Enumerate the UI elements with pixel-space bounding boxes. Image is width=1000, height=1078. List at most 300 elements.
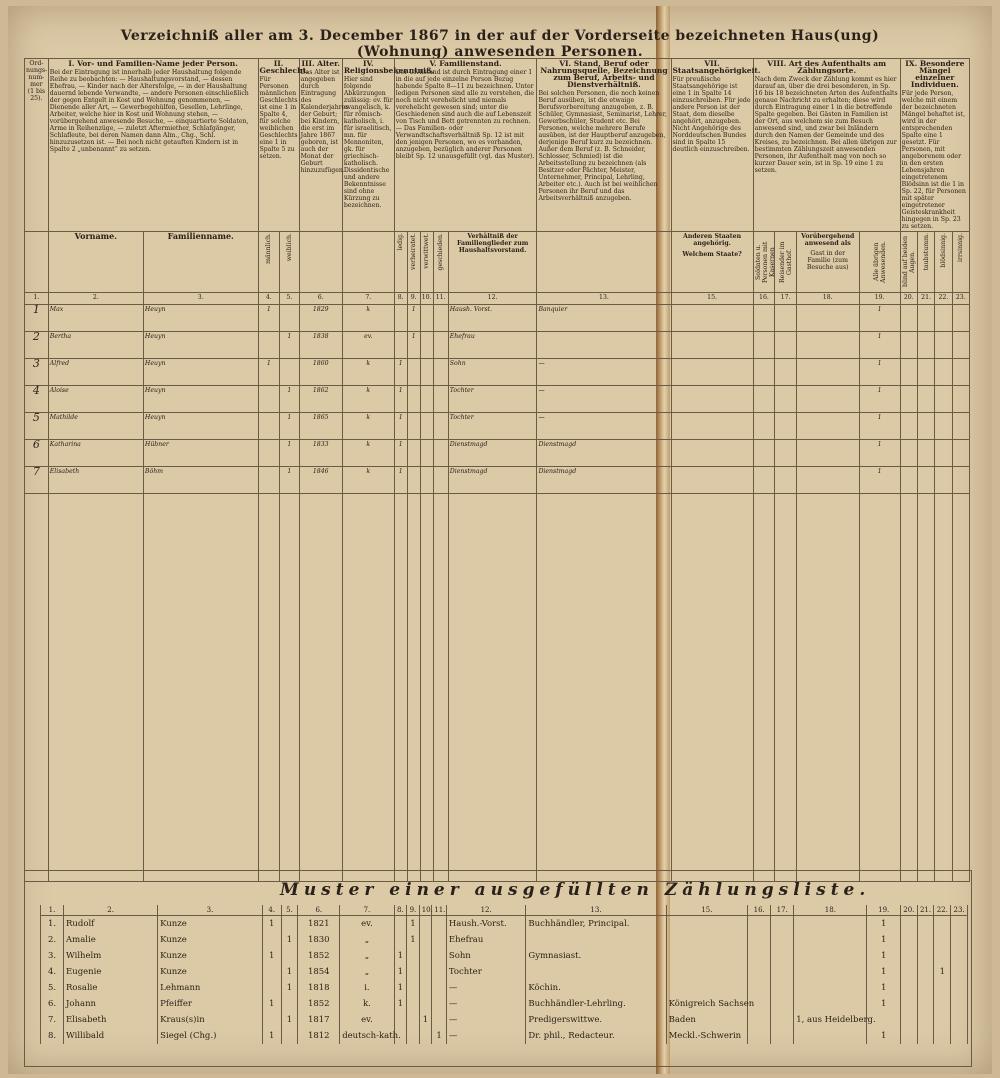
sample-n: 4. bbox=[41, 964, 64, 980]
column-number: 10. bbox=[420, 293, 433, 305]
sample-alle: 1 bbox=[867, 948, 900, 964]
sample-rel: deutsch-kath. bbox=[340, 1028, 394, 1044]
sample-column-number: 3. bbox=[158, 905, 263, 916]
entry-vor: Mathilde bbox=[48, 413, 143, 440]
header-beruf-title: VI. Stand, Beruf oder Nahrungsquelle, Bezeichnung zum Beruf, Arbeits- und Dienstverhältniß. bbox=[540, 59, 668, 89]
sample-title: Muster einer ausgefüllten Zählungsliste. bbox=[280, 880, 871, 900]
column-number: 1. bbox=[25, 293, 49, 305]
sample-column-number: 13. bbox=[526, 905, 666, 916]
entry-fam: Böhm bbox=[143, 467, 258, 494]
entry-rel: k bbox=[342, 467, 394, 494]
sample-led: 1 bbox=[394, 980, 407, 996]
sample-verhaeltnis: Tochter bbox=[446, 964, 526, 980]
sample-verhaeltnis: Ehefrau bbox=[446, 932, 526, 948]
sample-led bbox=[394, 916, 407, 933]
sample-gs bbox=[432, 932, 447, 948]
subheader-blind: blind auf beiden Augen. bbox=[901, 236, 916, 288]
header-geschlecht-title: II. Geschlecht. bbox=[259, 59, 309, 75]
column-number: 3. bbox=[143, 293, 258, 305]
header-maengel-title: IX. Besondere Mängel einzelner Individuen. bbox=[905, 59, 965, 89]
sample-staat bbox=[666, 916, 748, 933]
subheader-maennlich: männlich. bbox=[265, 233, 273, 264]
entry-rel: ev. bbox=[342, 332, 394, 359]
entry-beruf: Dienstmagd bbox=[537, 440, 671, 467]
sample-gs bbox=[432, 948, 447, 964]
sample-fam: Kunze bbox=[158, 964, 263, 980]
sample-verh bbox=[407, 996, 420, 1012]
sample-column-number: 15. bbox=[666, 905, 748, 916]
sample-beruf: Buchhändler-Lehrling. bbox=[526, 996, 666, 1012]
sample-vor: Willibald bbox=[64, 1028, 158, 1044]
subheader-vorname: Vorname. bbox=[48, 232, 143, 293]
entry-m: 1 bbox=[258, 359, 280, 386]
entry-jahr: 1833 bbox=[299, 440, 342, 467]
sample-row bbox=[41, 932, 968, 948]
column-number: 2. bbox=[48, 293, 143, 305]
entry-alle: 1 bbox=[859, 413, 900, 440]
census-entry-row bbox=[25, 359, 970, 386]
column-number: 19. bbox=[859, 293, 900, 305]
header-staat-text: Für preußische Staatsangehörige ist eine 1 in Spalte 14 einzuschreiben. Für jede andere Person ist der Staat, dem dieselbe angehört, anzugeben. Nicht Angehörige des Norddeutschen Bundes sind in Spalte 15 deutlich einzuschreiben. bbox=[672, 76, 751, 153]
header-religion bbox=[342, 59, 435, 232]
sample-row bbox=[41, 996, 968, 1012]
sample-m: 1 bbox=[262, 948, 281, 964]
sample-jahr: 1817 bbox=[298, 1012, 340, 1028]
sample-row bbox=[41, 1028, 968, 1044]
header-geschlecht-text: Für Personen männlichen Geschlechts ist eine 1 in Spalte 4, für solche weiblichen Geschlechts eine 1 in Spalte 5 zu setzen. bbox=[259, 76, 298, 160]
sample-alle: 1 bbox=[867, 1028, 900, 1044]
entry-n: 1 bbox=[25, 305, 49, 332]
entry-n: 5 bbox=[25, 413, 49, 440]
sample-verh: 1 bbox=[407, 916, 420, 933]
sample-led: 1 bbox=[394, 964, 407, 980]
column-number: 15. bbox=[671, 293, 753, 305]
sample-w: 1 bbox=[281, 964, 298, 980]
sample-column-number: 23. bbox=[951, 905, 968, 916]
entry-m bbox=[258, 413, 280, 440]
header-alter-title: III. Alter. bbox=[301, 59, 340, 68]
sample-row bbox=[41, 948, 968, 964]
sample-rel: i. bbox=[340, 980, 394, 996]
sample-n: 7. bbox=[41, 1012, 64, 1028]
entry-beruf: Dienstmagd bbox=[537, 467, 671, 494]
sample-beruf: Gymnasiast. bbox=[526, 948, 666, 964]
subheader-soldaten: Soldaten u. Personen mit Kasernen bbox=[754, 241, 776, 283]
census-entry-row bbox=[25, 386, 970, 413]
entry-vor: Max bbox=[48, 305, 143, 332]
header-religion-title: IV. Religionsbekenntniß. bbox=[343, 59, 435, 75]
entry-verh: 1 bbox=[407, 332, 420, 359]
entry-led: 1 bbox=[394, 386, 407, 413]
entry-n: 2 bbox=[25, 332, 49, 359]
blank-rows bbox=[25, 494, 970, 882]
header-aufenthalt-title: VIII. Art des Aufenthalts am Zählungsorte. bbox=[767, 59, 887, 75]
header-name-title: I. Vor- und Familien-Name jeder Person. bbox=[68, 59, 238, 68]
entry-rel: k bbox=[342, 305, 394, 332]
sample-beruf: Buchhändler, Principal. bbox=[526, 916, 666, 933]
entry-fam: Heuyn bbox=[143, 386, 258, 413]
sample-verhaeltnis: — bbox=[446, 996, 526, 1012]
sample-w: 1 bbox=[281, 932, 298, 948]
census-entry-row bbox=[25, 332, 970, 359]
entry-rel: k bbox=[342, 386, 394, 413]
sample-gs bbox=[432, 1012, 447, 1028]
entry-vor: Bertha bbox=[48, 332, 143, 359]
entry-fam: Hübner bbox=[143, 440, 258, 467]
sample-fam: Kunze bbox=[158, 948, 263, 964]
sample-table bbox=[40, 905, 968, 1044]
sample-column-number: 21. bbox=[917, 905, 934, 916]
sample-jahr: 1852 bbox=[298, 948, 340, 964]
entry-led: 1 bbox=[394, 467, 407, 494]
census-entry-row bbox=[25, 305, 970, 332]
entry-alle: 1 bbox=[859, 386, 900, 413]
sample-gast: 1, aus Heidelberg. bbox=[794, 1012, 867, 1028]
entry-w bbox=[280, 359, 299, 386]
sample-gast bbox=[794, 948, 867, 964]
entries-body bbox=[25, 305, 970, 494]
sample-column-number: 16. bbox=[748, 905, 771, 916]
sample-alle: 1 bbox=[867, 932, 900, 948]
entry-m bbox=[258, 440, 280, 467]
sample-staat bbox=[666, 948, 748, 964]
sample-vor: Elisabeth bbox=[64, 1012, 158, 1028]
entry-led bbox=[394, 332, 407, 359]
sample-column-number: 9. bbox=[407, 905, 420, 916]
sample-verhaeltnis: — bbox=[446, 980, 526, 996]
sample-verhaeltnis: — bbox=[446, 1028, 526, 1044]
header-maengel bbox=[900, 59, 969, 232]
sample-column-number: 2. bbox=[64, 905, 158, 916]
entry-beruf: — bbox=[537, 359, 671, 386]
sample-x bbox=[934, 932, 951, 948]
census-entry-row bbox=[25, 467, 970, 494]
sample-x: 1 bbox=[934, 964, 951, 980]
census-entry-row bbox=[25, 413, 970, 440]
entry-led: 1 bbox=[394, 440, 407, 467]
entry-verh bbox=[407, 467, 420, 494]
entry-jahr: 1860 bbox=[299, 359, 342, 386]
sample-jahr: 1821 bbox=[298, 916, 340, 933]
entry-w bbox=[280, 305, 299, 332]
entry-vor: Elisabeth bbox=[48, 467, 143, 494]
sample-column-number-row bbox=[41, 905, 968, 916]
entry-beruf: — bbox=[537, 413, 671, 440]
sample-w bbox=[281, 916, 298, 933]
census-table bbox=[24, 58, 970, 882]
entry-alle: 1 bbox=[859, 440, 900, 467]
sample-gs bbox=[432, 916, 447, 933]
subheader-irrsinnig: irrsinnig. bbox=[957, 233, 965, 262]
entry-led: 1 bbox=[394, 413, 407, 440]
header-beruf-text: Bei solchen Personen, die noch keinen Beruf ausüben, ist die etwaige Berufsvorbereitung anzugeben, z. B. Schüler, Gymnasiast, Seminarist, Lehrer, Gewerbschüler, Student etc. Bei Personen, welche mehrere Berufe ausüben, ist der Hauptberuf anzugeben, derjenige Beruf kurz zu bezeichnen. Außer dem Beruf (z. B. Schneider, Schlosser, Schmied) ist die Arbeitsstellung zu bezeichnen (als Besitzer oder Pächter, Meister, Unternehmer, Principal, Lehrling, Arbeiter etc.). Auch ist bei weiblichen Personen ihr Beruf und das Arbeitsverhältniß anzugeben. bbox=[538, 90, 667, 202]
entry-n: 7 bbox=[25, 467, 49, 494]
header-religion-text: Hier sind folgende Abkürzungen zulässig: ev. für evangelisch, k. für römisch-katholisch, i. für israelitisch, mn. für Mennoniten, gk. für griechisch-katholisch. Dissidentische und andere Bekenntnisse sind ohne Kürzung zu bezeichnen. bbox=[343, 76, 393, 209]
sample-gast bbox=[794, 964, 867, 980]
column-number: 18. bbox=[796, 293, 859, 305]
sample-m: 1 bbox=[262, 996, 281, 1012]
sample-column-number: 22. bbox=[934, 905, 951, 916]
sample-m: 1 bbox=[262, 916, 281, 933]
sample-column-number: 18. bbox=[794, 905, 867, 916]
sample-beruf: Dr. phil., Redacteur. bbox=[526, 1028, 666, 1044]
sample-rel: ev. bbox=[340, 916, 394, 933]
column-number: 11. bbox=[433, 293, 448, 305]
entry-verhaeltnis: Sohn bbox=[448, 359, 537, 386]
subheader-geschieden: geschieden. bbox=[437, 233, 445, 271]
entry-w: 1 bbox=[280, 467, 299, 494]
sample-staat bbox=[666, 964, 748, 980]
column-number: 22. bbox=[935, 293, 952, 305]
column-number: 12. bbox=[448, 293, 537, 305]
column-number: 13. bbox=[537, 293, 671, 305]
sample-body bbox=[41, 905, 968, 1044]
subheader-taubstumm: taubstumm. bbox=[922, 233, 930, 271]
entry-verhaeltnis: Tochter bbox=[448, 413, 537, 440]
entry-verh bbox=[407, 359, 420, 386]
sample-rel: „ bbox=[340, 964, 394, 980]
sample-column-number: 10. bbox=[419, 905, 432, 916]
sample-m: 1 bbox=[262, 1028, 281, 1044]
entry-verhaeltnis: Tochter bbox=[448, 386, 537, 413]
sample-w bbox=[281, 948, 298, 964]
entry-m bbox=[258, 332, 280, 359]
entry-n: 3 bbox=[25, 359, 49, 386]
sample-rel: k. bbox=[340, 996, 394, 1012]
sample-vor: Wilhelm bbox=[64, 948, 158, 964]
sample-m bbox=[262, 1012, 281, 1028]
sample-n: 3. bbox=[41, 948, 64, 964]
sample-vor: Johann bbox=[64, 996, 158, 1012]
entry-verh: 1 bbox=[407, 305, 420, 332]
header-row bbox=[25, 59, 970, 232]
entry-n: 6 bbox=[25, 440, 49, 467]
column-number: 6. bbox=[299, 293, 342, 305]
sample-vw bbox=[419, 948, 432, 964]
sample-jahr: 1830 bbox=[298, 932, 340, 948]
column-number: 4. bbox=[258, 293, 280, 305]
entry-jahr: 1846 bbox=[299, 467, 342, 494]
entry-verhaeltnis: Dienstmagd bbox=[448, 440, 537, 467]
sample-row bbox=[41, 1012, 968, 1028]
sample-n: 2. bbox=[41, 932, 64, 948]
sample-verh bbox=[407, 964, 420, 980]
entry-m: 1 bbox=[258, 305, 280, 332]
sample-verh bbox=[407, 1028, 420, 1044]
entry-jahr: 1865 bbox=[299, 413, 342, 440]
sample-vor: Eugenie bbox=[64, 964, 158, 980]
entry-fam: Heuyn bbox=[143, 359, 258, 386]
entry-verh bbox=[407, 386, 420, 413]
sample-staat bbox=[666, 980, 748, 996]
sample-vw bbox=[419, 1028, 432, 1044]
entry-alle: 1 bbox=[859, 332, 900, 359]
entry-w: 1 bbox=[280, 413, 299, 440]
entry-rel: k bbox=[342, 440, 394, 467]
header-geschlecht bbox=[258, 59, 309, 232]
sample-n: 8. bbox=[41, 1028, 64, 1044]
sample-beruf: Köchin. bbox=[526, 980, 666, 996]
sample-alle: 1 bbox=[867, 916, 900, 933]
sample-led: 1 bbox=[394, 996, 407, 1012]
header-familienstand-text: Der Civilstand ist durch Eintragung einer 1 in die auf jede einzelne Person Bezug habende Spalte 8—11 zu bezeichnen. Unter ledigen Personen sind alle zu verstehen, die noch nicht verehelicht und niemals verehelicht gewesen sind; unter die Geschiedenen sind auch die auf Lebenszeit von Tisch und Bett getrennten zu rechnen. — Das Familien- oder Verwandtschaftsverhältniß Sp. 12 ist mit den jenigen Personen, wo es vorhanden, anzugeben, bezüglich anderer Personen bleibt Sp. 12 unausgefüllt (vgl. das Muster). bbox=[395, 69, 535, 160]
sample-beruf bbox=[526, 932, 666, 948]
entry-alle: 1 bbox=[859, 305, 900, 332]
sample-w bbox=[281, 996, 298, 1012]
subheader-verhaeltnis: Verhältniß der Familienglieder zum Haushaltsvorstand. bbox=[448, 232, 537, 293]
column-number: 17. bbox=[775, 293, 797, 305]
sample-verh: 1 bbox=[407, 932, 420, 948]
column-number: 16. bbox=[753, 293, 775, 305]
sample-verh bbox=[407, 948, 420, 964]
sample-staat bbox=[666, 932, 748, 948]
sample-vor: Amalie bbox=[64, 932, 158, 948]
column-number-row bbox=[25, 293, 970, 305]
column-number: 20. bbox=[900, 293, 917, 305]
entry-beruf: Banquier bbox=[537, 305, 671, 332]
subheader-reisender: Reisender im Gasthof. bbox=[778, 241, 793, 283]
sample-x bbox=[934, 916, 951, 933]
sample-column-number: 19. bbox=[867, 905, 900, 916]
sample-gast bbox=[794, 980, 867, 996]
sample-gs bbox=[432, 964, 447, 980]
sample-gast bbox=[794, 996, 867, 1012]
entry-jahr: 1862 bbox=[299, 386, 342, 413]
subheader-familienname: Familienname. bbox=[143, 232, 258, 293]
entry-m bbox=[258, 467, 280, 494]
entry-jahr: 1829 bbox=[299, 305, 342, 332]
sample-n: 1. bbox=[41, 916, 64, 933]
sample-fam: Kunze bbox=[158, 916, 263, 933]
sample-jahr: 1818 bbox=[298, 980, 340, 996]
sample-column-number: 7. bbox=[340, 905, 394, 916]
entry-fam: Heuyn bbox=[143, 413, 258, 440]
header-name bbox=[48, 59, 258, 232]
entry-verhaeltnis: Dienstmagd bbox=[448, 467, 537, 494]
census-entry-row bbox=[25, 440, 970, 467]
sample-vw bbox=[419, 932, 432, 948]
column-number: 7. bbox=[342, 293, 394, 305]
header-aufenthalt-text: Nach dem Zweck der Zählung kommt es hier darauf an, über die drei besonderen, in Sp. 16 bis 18 bezeichneten Arten des Aufenthalts genaue Nachricht zu erhalten; diese wird durch Eintragung einer 1 in die betreffende Spalte gegeben. Bei Gästen in Familien ist der Ort, aus welchem sie zum Besuch anwesend sind, und zwar bei Inländern durch den Namen der Gemeinde und des Kreises, zu bezeichnen. Bei allen übrigen zur bestimmten Zählungszeit anwesenden Personen, ihr Aufenthalt mag von noch so kurzer Dauer sein, ist in Sp. 19 eine 1 zu setzen. bbox=[754, 76, 898, 174]
sample-x bbox=[934, 1012, 951, 1028]
sample-vw bbox=[419, 916, 432, 933]
sample-alle: 1 bbox=[867, 980, 900, 996]
entry-vor: Alfred bbox=[48, 359, 143, 386]
sample-n: 5. bbox=[41, 980, 64, 996]
entry-verhaeltnis: Ehefrau bbox=[448, 332, 537, 359]
header-beruf bbox=[537, 59, 671, 232]
sample-vw bbox=[419, 964, 432, 980]
entry-vor: Katharina bbox=[48, 440, 143, 467]
sample-gs bbox=[432, 996, 447, 1012]
entry-vor: Aloise bbox=[48, 386, 143, 413]
sample-m bbox=[262, 964, 281, 980]
sample-staat: Meckl.-Schwerin bbox=[666, 1028, 748, 1044]
header-name-text: Bei der Eintragung ist innerhalb jeder Haushaltung folgende Reihe zu beobachten: — Haushaltungsvorstand, — dessen Ehefrau, — Kinder nach der Altersfolge, — in der Haushaltung dauernd lebende Verwandte, — andere Personen einschließlich der gegen Entgelt in Kost und Wohnung genommenen, — Dienende aller Art, — Gewerbegehülfen, Gesellen, Lehrlinge, Arbeiter, welche hier in Kost und Wohnung stehen, — vorübergehend anwesende Besuche, — einquartierte Soldaten, Arme in Reihenzüge, — zuletzt Aftermiether, Schlafgänger, Schlafleute, bei deren Namen dann Alm., Chg., Schl. hinzuzusetzen ist. — Bei noch nicht getauften Kindern ist in Spalte 2 „unbenannt“ zu setzen. bbox=[49, 69, 249, 153]
sample-w bbox=[281, 1028, 298, 1044]
sample-gast bbox=[794, 932, 867, 948]
sample-vor: Rosalie bbox=[64, 980, 158, 996]
column-number: 8. bbox=[394, 293, 407, 305]
header-familienstand bbox=[394, 59, 537, 232]
sample-column-number: 4. bbox=[262, 905, 281, 916]
header-alter-text: Das Alter ist angegeben durch Eintragung des Kalenderjahres der Geburt; bei Kindern, die erst im Jahre 1867 geboren, ist auch der Monat der Geburt hinzuzufügen. bbox=[300, 69, 349, 174]
header-staat bbox=[671, 59, 761, 232]
column-number: 5. bbox=[280, 293, 299, 305]
header-ordnungsnummer: Ord-nungs-num-mer (1 bis 25). bbox=[25, 59, 49, 232]
sample-led bbox=[394, 932, 407, 948]
column-number: 9. bbox=[407, 293, 420, 305]
entry-rel: k bbox=[342, 359, 394, 386]
sample-jahr: 1854 bbox=[298, 964, 340, 980]
sample-verh bbox=[407, 1012, 420, 1028]
subheader-bloedsinnig: blödsinnig. bbox=[939, 233, 947, 268]
sample-column-number: 12. bbox=[446, 905, 526, 916]
subheader-weiblich: weiblich. bbox=[285, 233, 293, 262]
entry-rel: k bbox=[342, 413, 394, 440]
sample-x bbox=[934, 980, 951, 996]
sample-gast bbox=[794, 1028, 867, 1044]
sample-vw: 1 bbox=[419, 1012, 432, 1028]
sample-column-number: 1. bbox=[41, 905, 64, 916]
subheader-vorubergehend: Vorübergehend anwesend als bbox=[801, 233, 855, 247]
entry-jahr: 1838 bbox=[299, 332, 342, 359]
sample-gs bbox=[432, 980, 447, 996]
sample-vw bbox=[419, 980, 432, 996]
sample-column-number: 5. bbox=[281, 905, 298, 916]
sample-w: 1 bbox=[281, 1012, 298, 1028]
sample-column-number: 6. bbox=[298, 905, 340, 916]
entry-fam: Heuyn bbox=[143, 332, 258, 359]
sample-jahr: 1852 bbox=[298, 996, 340, 1012]
sample-fam: Kunze bbox=[158, 932, 263, 948]
entry-led: 1 bbox=[394, 359, 407, 386]
entry-fam: Heuyn bbox=[143, 305, 258, 332]
sample-column-number: 11. bbox=[432, 905, 447, 916]
sample-verh bbox=[407, 980, 420, 996]
sample-x bbox=[934, 948, 951, 964]
entry-w: 1 bbox=[280, 440, 299, 467]
header-aufenthalt bbox=[753, 59, 900, 232]
entry-w: 1 bbox=[280, 332, 299, 359]
entry-n: 4 bbox=[25, 386, 49, 413]
subheader-verwittwet: verwittwet. bbox=[423, 233, 431, 269]
sample-gast bbox=[794, 916, 867, 933]
sample-alle: 1 bbox=[867, 996, 900, 1012]
entry-led bbox=[394, 305, 407, 332]
sample-column-number: 20. bbox=[900, 905, 917, 916]
subheader-row bbox=[25, 232, 970, 293]
subheader-gast: Gast in der Familie (zum Besuche aus) bbox=[806, 250, 849, 271]
sample-fam: Pfeiffer bbox=[158, 996, 263, 1012]
sample-m bbox=[262, 932, 281, 948]
sample-led: 1 bbox=[394, 948, 407, 964]
entry-alle: 1 bbox=[859, 467, 900, 494]
sample-vor: Rudolf bbox=[64, 916, 158, 933]
sample-row bbox=[41, 916, 968, 933]
sample-rel: „ bbox=[340, 932, 394, 948]
sample-led bbox=[394, 1012, 407, 1028]
sample-n: 6. bbox=[41, 996, 64, 1012]
sample-fam: Kraus(s)in bbox=[158, 1012, 263, 1028]
entry-beruf: — bbox=[537, 386, 671, 413]
sample-verhaeltnis: Sohn bbox=[446, 948, 526, 964]
sample-w: 1 bbox=[281, 980, 298, 996]
header-staat-title: VII. Staatsangehörigkeit. bbox=[672, 59, 761, 75]
header-familienstand-title: V. Familienstand. bbox=[429, 59, 502, 68]
subheader-alle-uebrigen: Alle übrigen Anwesenden. bbox=[872, 241, 887, 283]
sample-rel: „ bbox=[340, 948, 394, 964]
